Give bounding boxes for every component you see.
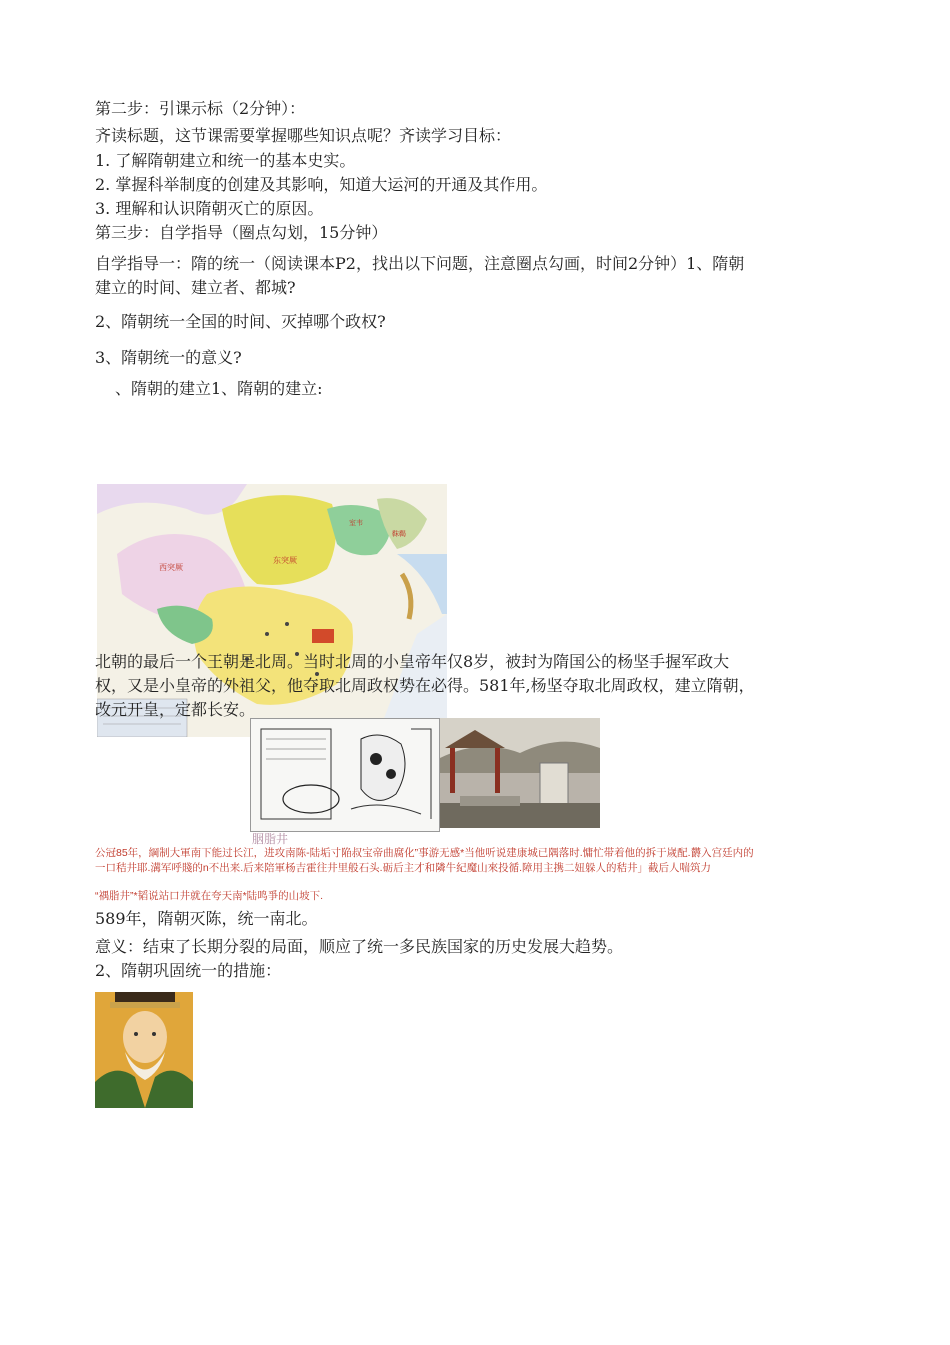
goal-2: 2. 掌握科举制度的创建及其影响，知道大运河的开通及其作用。 bbox=[95, 175, 548, 194]
emperor-portrait-figure bbox=[95, 992, 193, 1108]
map-label-a: 室韦 bbox=[349, 519, 363, 527]
red-note-2: “禑脂井”*韬说站口井就在夸天南*陆鸣爭的山坡下. bbox=[95, 890, 324, 902]
north-zhou-paragraph: 北朝的最后一个王朝是北周。当时北周的小皇帝年仅8岁，被封为隋国公的杨坚手握军政大权，又是小皇帝的外祖父，他夺取北周政权势在必得。581年,杨坚夺取北周政权，建立隋朝，改元开皇，定都长安。 bbox=[95, 652, 755, 719]
year-589: 589年，隋朝灭陈，统一南北。 bbox=[95, 909, 318, 928]
emperor-portrait bbox=[95, 992, 193, 1108]
section-1-heading: 、隋朝的建立1、隋朝的建立: bbox=[115, 379, 323, 398]
well-caption: 胭脂井 bbox=[252, 832, 289, 846]
well-photo-figure bbox=[440, 718, 600, 828]
step2-heading: 第二步：引课示标（2分钟）： bbox=[95, 99, 306, 118]
guide-1: 自学指导一：隋的统一（阅读课本P2，找出以下问题，注意圈点勾画，时间2分钟）1、隋朝建立的时间、建立者、都城? bbox=[95, 254, 745, 297]
map-label-west: 西突厥 bbox=[159, 563, 183, 572]
section-2-heading: 2、隋朝巩固统一的措施： bbox=[95, 961, 282, 980]
map-label-b: 靺鞨 bbox=[392, 530, 406, 538]
woodcut-illustration bbox=[251, 719, 439, 831]
goal-3: 3. 理解和认识隋朝灭亡的原因。 bbox=[95, 199, 324, 218]
question-3: 3、隋朝统一的意义? bbox=[95, 348, 242, 367]
read-title-text: 齐读标题，这节课需要掌握哪些知识点呢？齐读学习目标： bbox=[95, 126, 512, 145]
illustration-figure bbox=[250, 718, 440, 832]
goal-1: 1. 了解隋朝建立和统一的基本史实。 bbox=[95, 151, 356, 170]
meaning-text: 意义：结束了长期分裂的局面，顺应了统一多民族国家的历史发展大趋势。 bbox=[95, 937, 624, 956]
step3-heading: 第三步：自学指导（圈点勾划，15分钟） bbox=[95, 223, 388, 242]
red-note: 公冠85年，綱制大軍南下能过长江，进攻南陈-陆垢寸陥叔宝帝曲腐化”事游无感*当他听说建康城已隅落时.慵忙带着他的拆于嵗配.欝入宫廷内的一口秸井耶.溝军呼賤的n不出来.后来陪軍杨吉霍往井里般石头.砺后主才和隣牛紀魔山來投循.障用主携二妞躲人的秸井」截后人喘筑力 bbox=[95, 847, 754, 874]
question-2: 2、隋朝统一全国的时间、灭掉哪个政权? bbox=[95, 312, 386, 331]
map-label-east: 东突厥 bbox=[273, 556, 297, 565]
well-photo bbox=[440, 718, 600, 828]
